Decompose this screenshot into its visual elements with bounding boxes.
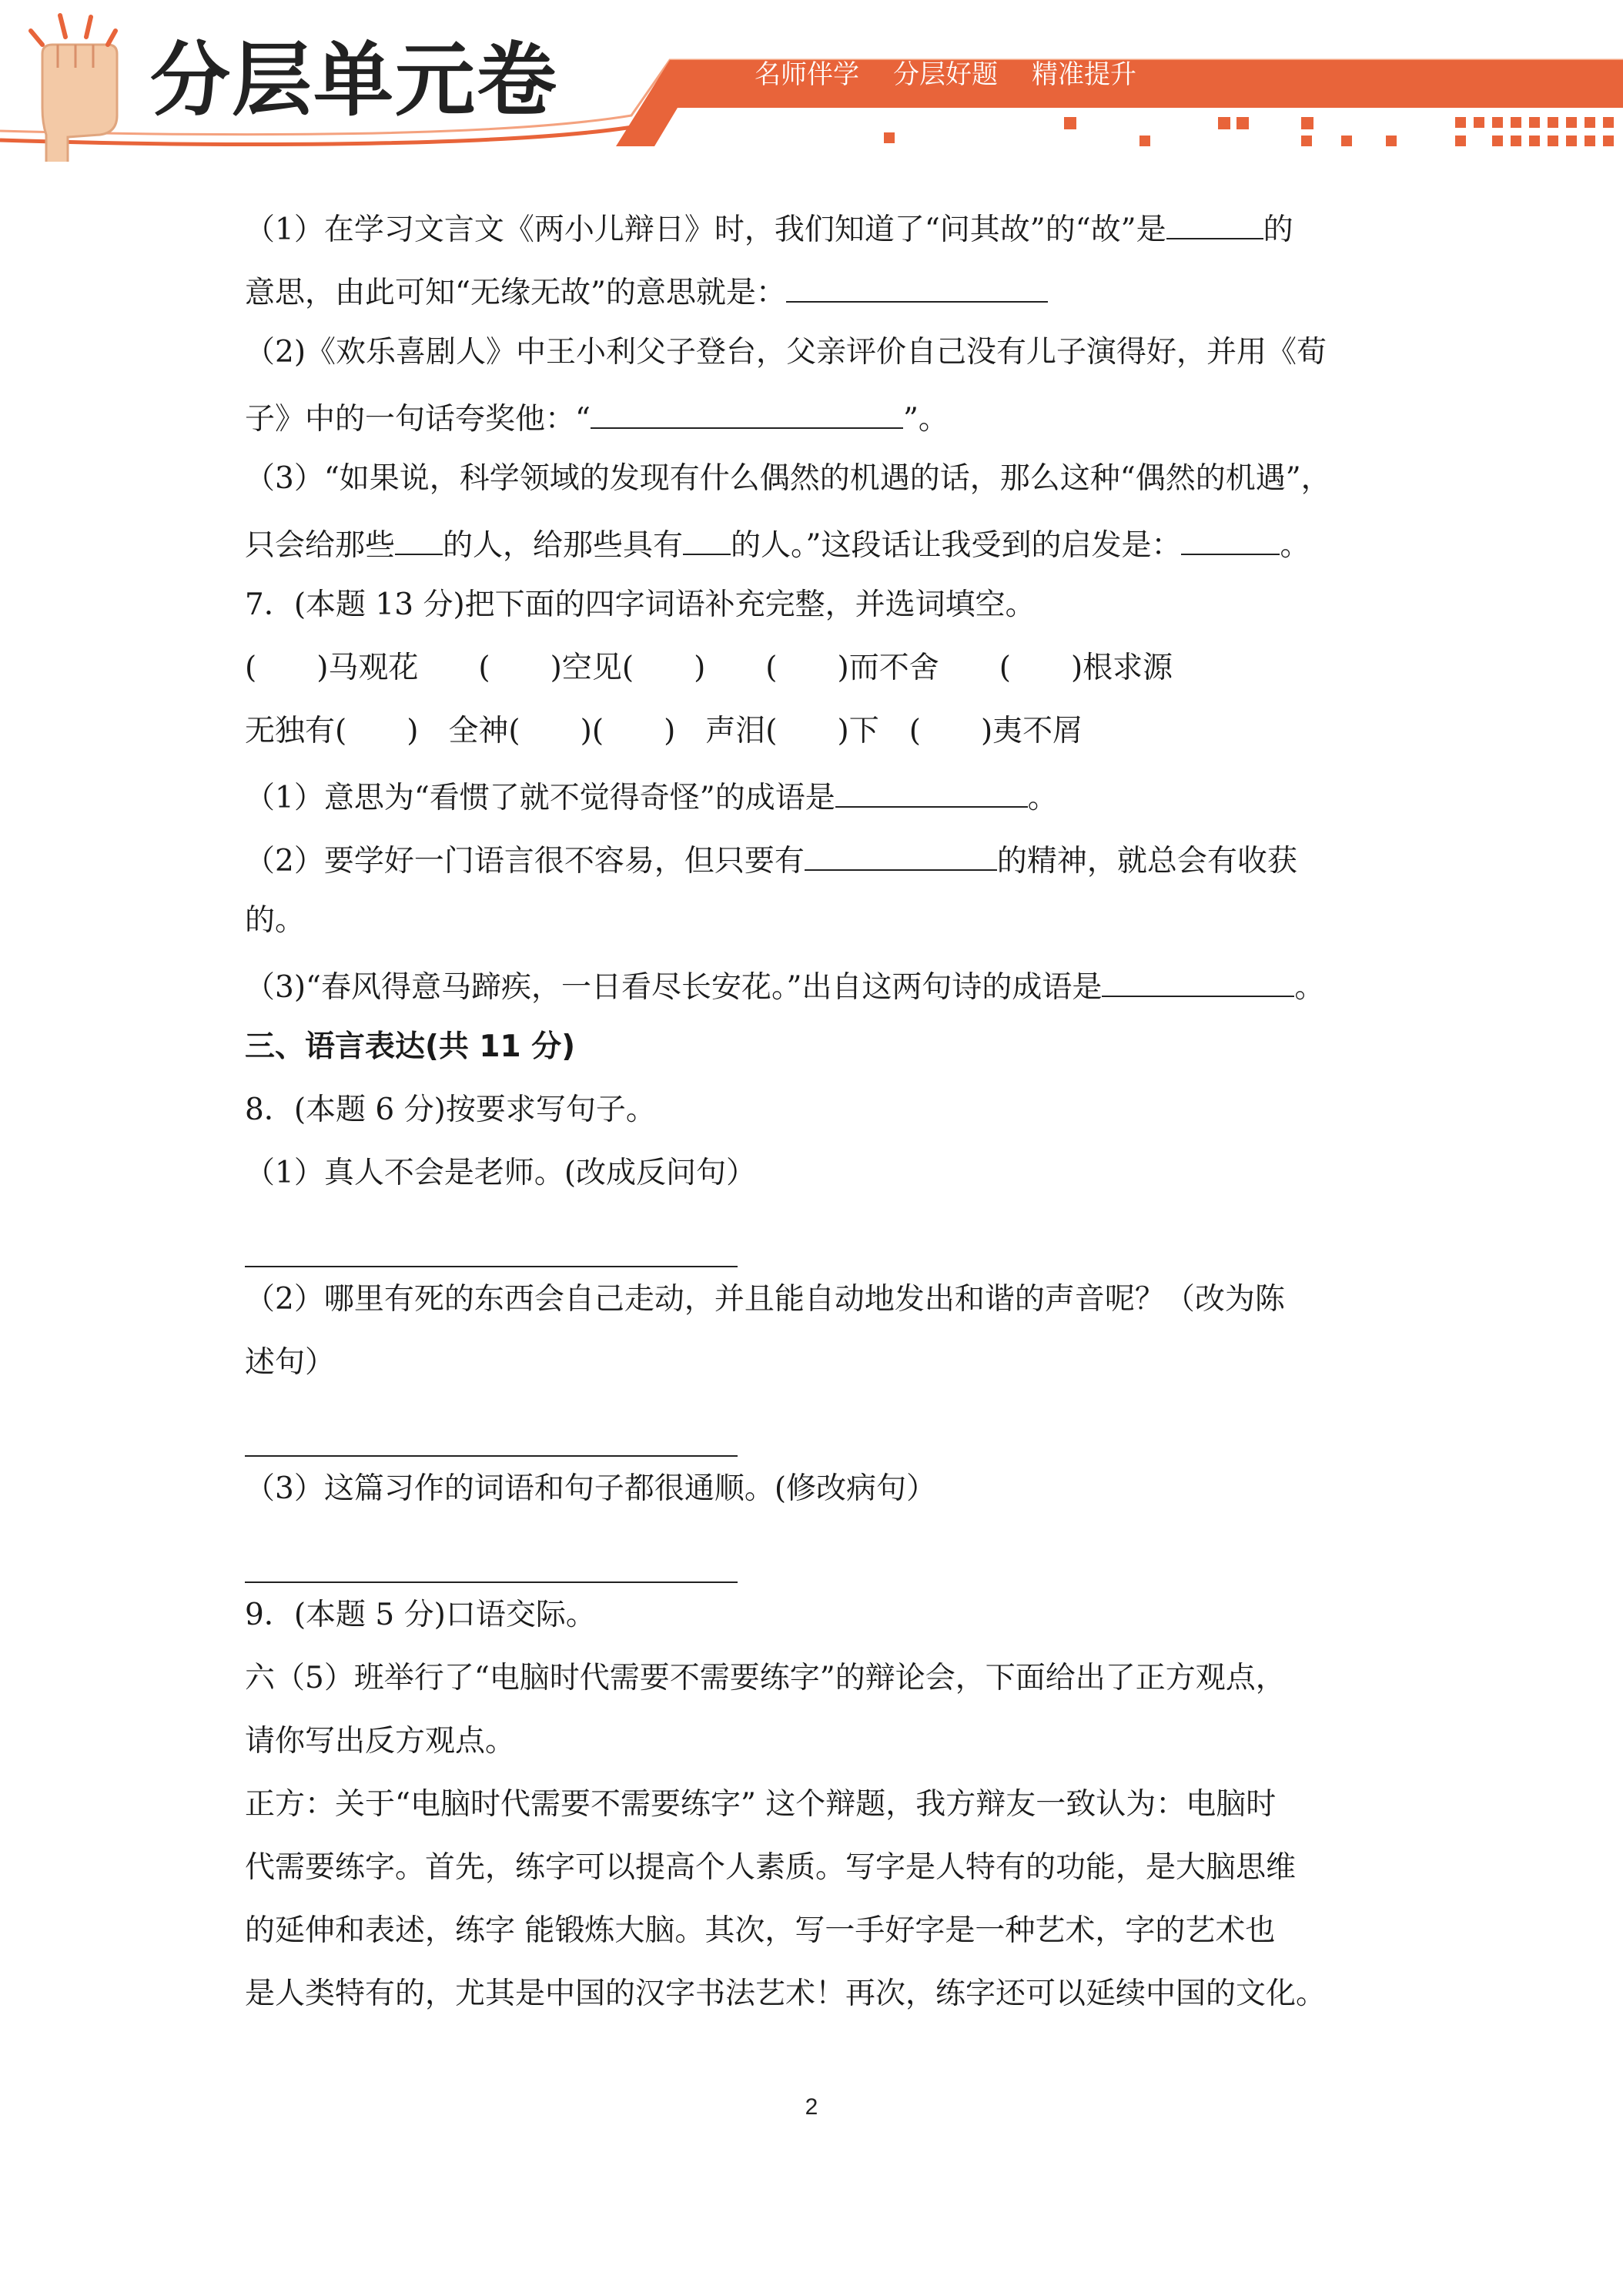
affirmative-line-2: 代需要练字。首先，练字可以提高个人素质。写字是人特有的功能，是大脑思维 <box>245 1850 1297 1885</box>
page-number: 2 <box>805 2094 818 2120</box>
text: （1）意思为“看惯了就不觉得奇怪”的成语是 <box>245 781 835 816</box>
fill-blank <box>786 273 1048 303</box>
question-8-title: 8．(本题 6 分)按要求写句子。 <box>245 1093 656 1127</box>
fill-blank <box>683 525 731 555</box>
slogan-2: 分层好题 <box>893 59 998 90</box>
idiom-row-1: ( )马观花 ( )空见( ) ( )而不舍 ( )根求源 <box>245 651 1173 685</box>
fill-blank <box>591 399 903 429</box>
text: 的精神，就总会有收获 <box>996 844 1297 879</box>
text: 。 <box>1280 528 1310 564</box>
page-header <box>0 0 1623 162</box>
fill-blank <box>805 841 997 871</box>
question-9-title: 9．(本题 5 分)口语交际。 <box>245 1598 596 1632</box>
text: 的 <box>1263 213 1293 248</box>
decorative-dots <box>884 117 1614 146</box>
text: 的人。”这段话让我受到的启发是： <box>731 528 1182 564</box>
q7-2-line-2: 的。 <box>245 903 306 938</box>
text: （1）在学习文言文《两小儿辩日》时，我们知道了“问其故”的“故”是 <box>245 213 1166 248</box>
text: （2）要学好一门语言很不容易，但只要有 <box>245 844 805 879</box>
idiom-row-2: 无独有( ) 全神( )( ) 声泪( )下 ( )夷不屑 <box>245 714 1083 748</box>
q7-3 <box>245 967 1324 1006</box>
q6-3-line-2 <box>245 525 1310 564</box>
text: 子》中的一句话夸奖他：“ <box>245 402 591 437</box>
q6-2-line-2 <box>245 399 949 437</box>
q6-3-line-1: （3）“如果说，科学领域的发现有什么偶然的机遇的话，那么这种“偶然的机遇”， <box>245 461 1331 496</box>
q6-2-line-1: （2)《欢乐喜剧人》中王小利父子登台，父亲评价自己没有儿子演得好，并用《荀 <box>245 335 1327 370</box>
fill-blank <box>395 525 443 555</box>
q9-intro-line-2: 请你写出反方观点。 <box>245 1724 516 1759</box>
q9-intro-line-1: 六（5）班举行了“电脑时代需要不需要练字”的辩论会，下面给出了正方观点， <box>245 1661 1286 1695</box>
q8-2-line-2: 述句） <box>245 1345 336 1380</box>
text: ”。 <box>902 402 949 437</box>
fill-blank <box>1181 525 1280 555</box>
text: 的人，给那些具有 <box>443 528 684 564</box>
q8-3: （3）这篇习作的词语和句子都很通顺。(修改病句） <box>245 1471 937 1506</box>
q8-2-line-1: （2）哪里有死的东西会自己走动，并且能自动地发出和谐的声音呢？（改为陈 <box>245 1282 1285 1317</box>
affirmative-line-1: 正方：关于“电脑时代需要不需要练字” 这个辩题，我方辩友一致认为：电脑时 <box>245 1787 1277 1822</box>
text: 。 <box>1294 970 1325 1006</box>
text: 只会给那些 <box>245 528 396 564</box>
affirmative-line-4: 是人类特有的，尤其是中国的汉字书法艺术！再次，练字还可以延续中国的文化。 <box>245 1976 1327 2011</box>
question-7-title: 7．(本题 13 分)把下面的四字词语补充完整，并选词填空。 <box>245 587 1036 622</box>
answer-line <box>245 1266 738 1267</box>
q6-1-line-2 <box>245 273 1048 311</box>
affirmative-line-3: 的延伸和表述，练字 能锻炼大脑。其次，写一手好字是一种艺术，字的艺术也 <box>245 1913 1276 1948</box>
fill-blank <box>1102 967 1294 997</box>
fill-blank <box>835 778 1028 808</box>
answer-line <box>245 1581 738 1583</box>
text: （3)“春风得意马蹄疾，一日看尽长安花。”出自这两句诗的成语是 <box>245 970 1103 1006</box>
text: 意思，由此可知“无缘无故”的意思就是： <box>245 276 786 311</box>
q8-1: （1）真人不会是老师。(改成反问句） <box>245 1156 757 1190</box>
brand-title: 分层单元卷 <box>150 33 559 127</box>
fill-blank <box>1166 209 1263 239</box>
text: 。 <box>1027 781 1058 816</box>
q7-2-line-1 <box>245 841 1297 879</box>
answer-line <box>245 1455 738 1457</box>
slogan-1: 名师伴学 <box>755 59 859 90</box>
slogan-3: 精准提升 <box>1032 59 1136 90</box>
q6-1-line-1 <box>245 209 1293 248</box>
q7-1 <box>245 778 1058 816</box>
section-3-heading: 三、语言表达(共 11 分) <box>245 1029 576 1064</box>
